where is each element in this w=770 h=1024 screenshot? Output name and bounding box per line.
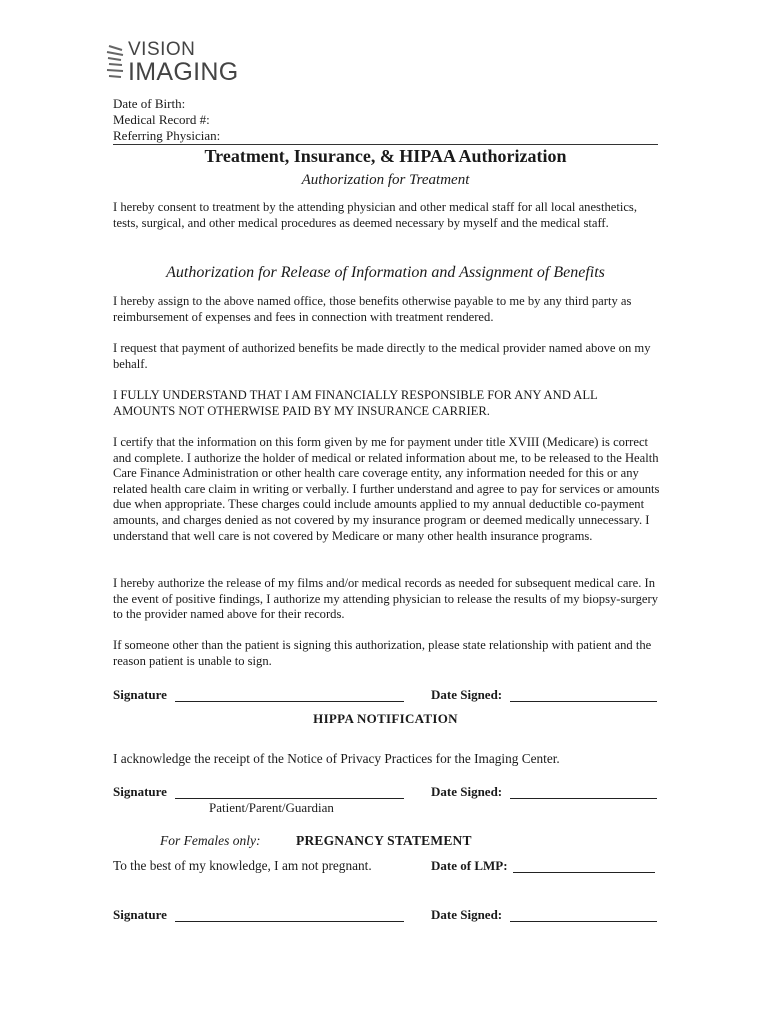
medical-record-label: Medical Record #: xyxy=(113,112,210,127)
date-signed-line[interactable] xyxy=(510,798,657,799)
hippa-acknowledgement: I acknowledge the receipt of the Notice of Privacy Practices for the Imaging Center. xyxy=(113,751,560,766)
signer-caption: Patient/Parent/Guardian xyxy=(209,800,334,815)
release-paragraph-1: I hereby assign to the above named office, those benefits otherwise payable to me by any third party as reimbursement of expenses and fees in connection with treatment rendered. xyxy=(113,294,632,324)
logo-line-vision: VISION xyxy=(128,39,196,60)
header-divider xyxy=(113,144,658,145)
release-paragraph-3: I FULLY UNDERSTAND THAT I AM FINANCIALLY RESPONSIBLE FOR ANY AND ALL AMOUNTS NOT OTHERWISE PAID BY MY INSURANCE CARRIER. xyxy=(113,388,598,418)
logo-mark-icon xyxy=(106,44,126,80)
hippa-heading: HIPPA NOTIFICATION xyxy=(313,711,458,726)
patient-info xyxy=(113,96,220,144)
treatment-heading: Authorization for Treatment xyxy=(301,172,470,188)
treatment-paragraph: I hereby consent to treatment by the attending physician and other medical staff for all local anesthetics, tests, surgical, and other medical procedures as deemed necessary by myself and the medical staff. xyxy=(113,200,637,230)
females-only-label: For Females only: xyxy=(160,833,261,848)
signature-line[interactable] xyxy=(175,701,404,702)
form-title: Treatment, Insurance, & HIPAA Authorization xyxy=(204,146,567,166)
signature-row-2 xyxy=(113,784,661,804)
signature-row-3 xyxy=(113,907,661,927)
date-signed-line[interactable] xyxy=(510,701,657,702)
logo-line-imaging: IMAGING xyxy=(128,58,239,86)
signature-label: Signature xyxy=(113,907,167,922)
signature-row-1 xyxy=(113,687,661,707)
date-signed-label: Date Signed: xyxy=(431,784,503,799)
date-signed-line[interactable] xyxy=(510,921,657,922)
pregnancy-heading: PREGNANCY STATEMENT xyxy=(296,833,472,848)
signature-label: Signature xyxy=(113,687,167,702)
date-of-lmp-line[interactable] xyxy=(513,872,655,873)
signature-line[interactable] xyxy=(175,798,404,799)
date-signed-label: Date Signed: xyxy=(431,907,503,922)
release-paragraph-5: I hereby authorize the release of my films and/or medical records as needed for subsequent medical care. In the event of positive findings, I authorize my attending physician to release the results of my biopsy-surgery to the provider named above for their records. xyxy=(113,576,659,622)
release-heading: Authorization for Release of Information and Assignment of Benefits xyxy=(166,264,605,281)
vision-imaging-logo xyxy=(106,40,256,86)
signature-label: Signature xyxy=(113,784,167,799)
release-paragraph-2: I request that payment of authorized benefits be made directly to the medical provider named above on my behalf. xyxy=(113,341,651,371)
date-of-birth-label: Date of Birth: xyxy=(113,96,186,111)
release-paragraph-6: If someone other than the patient is signing this authorization, please state relationship with patient and the reason patient is unable to sign. xyxy=(113,638,652,668)
lmp-row xyxy=(113,858,661,878)
pregnancy-statement: To the best of my knowledge, I am not pregnant. xyxy=(113,858,372,873)
date-of-lmp-label: Date of LMP: xyxy=(431,858,508,873)
date-signed-label: Date Signed: xyxy=(431,687,503,702)
signature-line[interactable] xyxy=(175,921,404,922)
release-paragraph-4: I certify that the information on this form given by me for payment under title XVIII (Medicare) is correct and complete. I authorize the holder of medical or related information about me, to be released to the Health Care Finance Administration or other health care coverage entity, any information needed for this or any related health care claim in writing or verbally. I further understand and agree to pay for services or amounts due when appropriate. These charges could include amounts applied to my annual deductible co-payment amounts, and charges denied as not covered by my insurance program or deemed medically unnecessary. I understand that well care is not covered by Medicare or many other health insurance programs. xyxy=(113,435,660,543)
referring-physician-label: Referring Physician: xyxy=(113,128,221,143)
